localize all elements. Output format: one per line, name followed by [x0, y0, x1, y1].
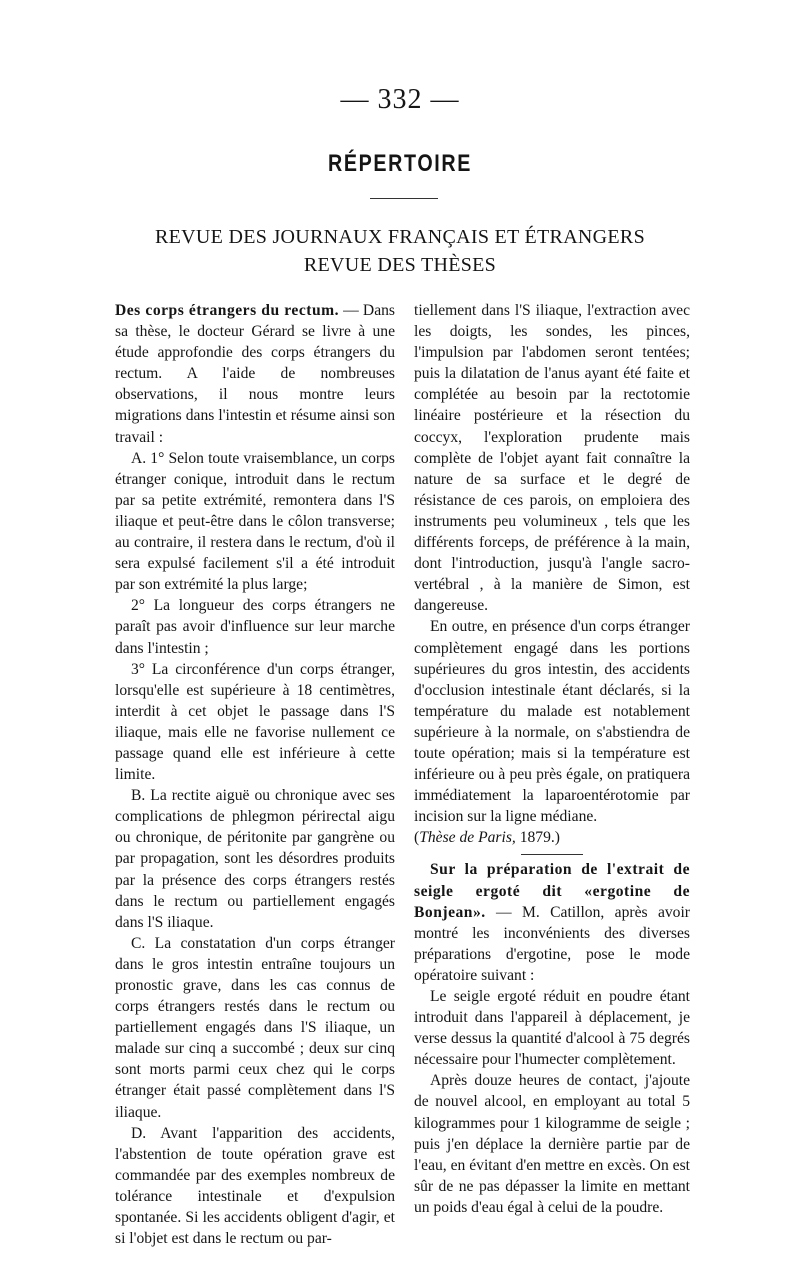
article-intro-text: — Dans sa thèse, le docteur Gérard se livre à une étude approfondie des corps étrangers du rectum. A l'aide de nombreuses observations, il nous montre leurs migrations dans l'intestin et résume ainsi son travail : — [115, 302, 395, 446]
article-ergotine-intro — [414, 859, 690, 986]
section-title: RÉPERTOIRE — [328, 150, 472, 177]
title-divider — [370, 198, 438, 199]
paragraph-seigle: Le seigle ergoté réduit en poudre étant introduit dans l'appareil à déplacement, je verse dessus la quantité d'alcool à 75 degrés nécessaire pour l'humecter complètement. — [414, 988, 690, 1069]
page-number: — 332 — — [340, 84, 460, 115]
left-column — [115, 300, 395, 1249]
theses-heading: REVUE DES THÈSES — [303, 254, 497, 276]
article-divider — [521, 854, 583, 855]
paragraph-d: D. Avant l'apparition des accidents, l'abstention de toute opération grave est commandée par des exemples nombreux de tolérance intestinale et d'expulsion spontanée. Si les accidents obligent d'agir, et si l'objet est dans le rectum ou par- — [115, 1124, 395, 1248]
paragraph-b: B. La rectite aiguë ou chronique avec ses complications de phlegmon périrectal aigu ou chronique, de péritonite par gangrène ou par propagation, sont les désordres produits par la présence des corps étrangers restés dans le rectum ou partiellement engagés dans l'S iliaque. — [115, 787, 395, 931]
journal-heading: REVUE DES JOURNAUX FRANÇAIS ET ÉTRANGERS — [155, 226, 645, 248]
right-column — [414, 300, 690, 1218]
article-title: Sur la préparation de l'extrait de seigle ergoté dit «ergotine de Bonjean». — [414, 861, 690, 921]
paragraph-apres: Après douze heures de contact, j'ajoute de nouvel alcool, en employant au total 5 kilogrammes pour 1 kilogramme de seigle ; puis j'en déplace la dernière partie par de l'eau, en évitant d'en mettre en excès. On est sûr de ne pas dépasser la limite en mettant un poids d'eau égal à celui de la poudre. — [414, 1072, 690, 1216]
article-title: Des corps étrangers du rectum. — [115, 302, 340, 319]
paragraph-a2: 2° La longueur des corps étrangers ne paraît pas avoir d'influence sur leur marche dans l'intestin ; — [115, 597, 395, 657]
citation-open: ( — [414, 829, 420, 847]
paragraph-continuation: tiellement dans l'S iliaque, l'extraction avec les doigts, les sondes, les pinces, l'impulsion par l'abdomen seront tentées; puis la dilatation de l'anus ayant été faite et complétée au besoin par la rectotomie linéaire postérieure et la résection du coccyx, l'exploration prudente mais complète de l'objet ayant fait connaître la nature de sa surface et le degré de résistance de ces parois, on emploiera des instruments peu volumineux , tels que les différents forceps, de préférence à la main, dont l'introduction, jusqu'à l'angle sacro-vertébral , à la manière de Simon, est dangereuse. — [414, 302, 690, 615]
paragraph-en-outre: En outre, en présence d'un corps étranger complètement engagé dans les portions supérieures du gros intestin, des accidents d'occlusion intestinale étant déclarés, si la température du malade est notablement supérieure à la normale, on s'abstiendra de toute opération; mais si la température est inférieure ou à peu près égale, on pratiquera immédiatement la laparoentérotomie par incision sur la ligne médiane. — [414, 618, 690, 826]
paragraph-c: C. La constatation d'un corps étranger dans le gros intestin entraîne toujours un pronostic grave, dans les cas connus de corps étrangers restés dans le rectum ou partiellement engagés dans l'S iliaque, un malade sur cinq a succombé ; deux sur cinq sont morts parmi ceux chez qui le corps étranger était passé complètement dans l'S iliaque. — [115, 934, 395, 1121]
citation-year: 1879.) — [515, 829, 560, 847]
citation-source: Thèse de Paris, — [419, 829, 516, 847]
paragraph-a1: A. 1° Selon toute vraisemblance, un corps étranger conique, introduit dans le rectum par sa petite extrémité, remontera dans l'S iliaque et peut-être dans le côlon transverse; au contraire, il restera dans le rectum, d'où il sera expulsé facilement s'il a été introduit par son extrémité la plus large; — [115, 449, 395, 594]
article-foreign-bodies-intro — [115, 300, 395, 448]
paragraph-a3: 3° La circonférence d'un corps étranger, lorsqu'elle est supérieure à 18 centimètres, interdit à cet objet le passage dans l'S iliaque, mais elle ne favorise nullement ce passage quand elle est inférieure à cette limite. — [115, 660, 395, 784]
article-intro-text: — M. Catillon, après avoir montré les inconvénients des diverses préparations d'ergotine, pose le mode opératoire suivant : — [414, 903, 690, 984]
citation — [414, 827, 690, 848]
